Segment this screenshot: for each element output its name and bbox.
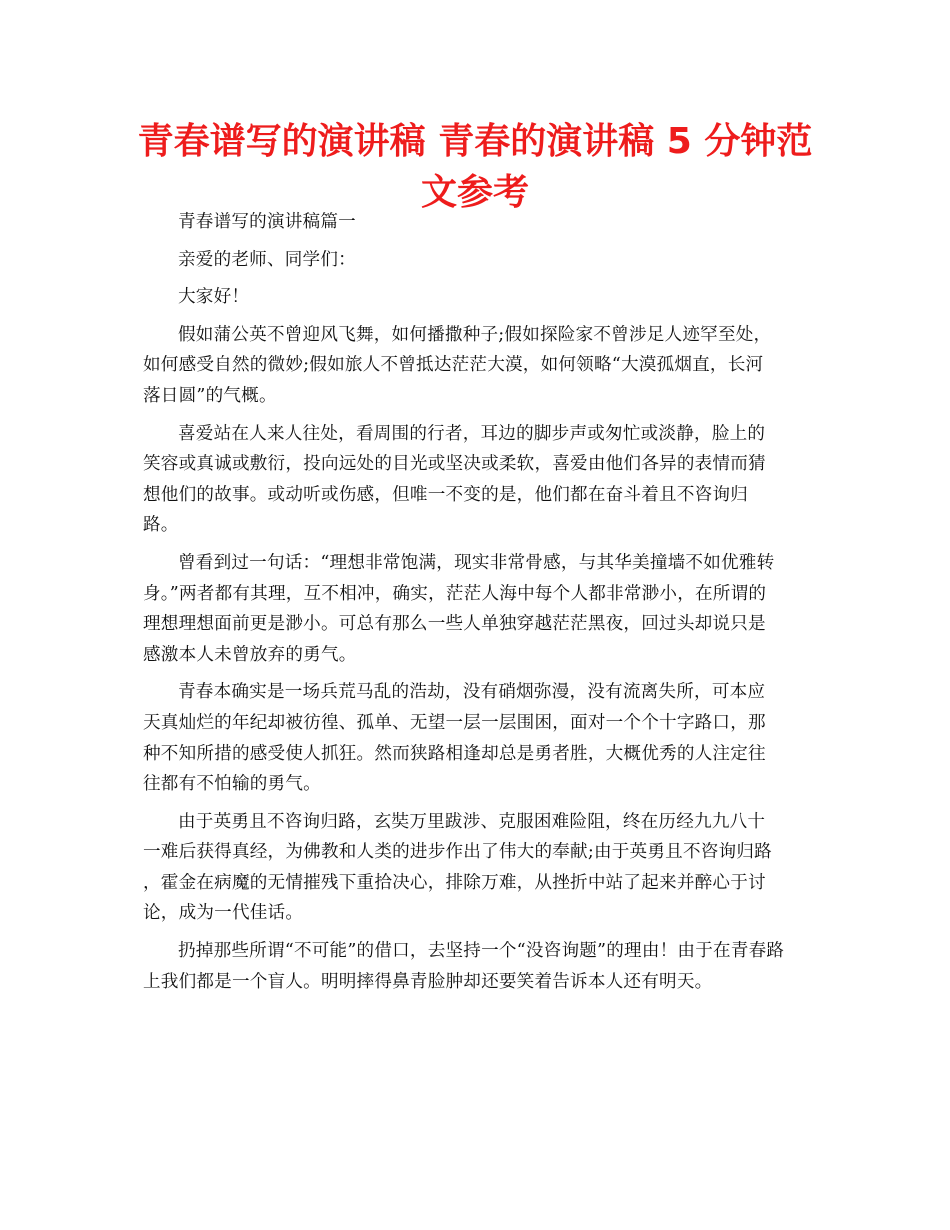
hello <box>143 282 807 313</box>
paragraph-line: 理想理想面前更是渺小。可总有那么一些人单独穿越茫茫黑夜，回过头却说只是 <box>143 614 766 635</box>
paragraph-line: 身。”两者都有其理，互不相冲，确实，茫茫人海中每个人都非常渺小，在所谓的 <box>143 583 767 604</box>
speech-heading <box>143 207 807 238</box>
paragraph-2 <box>143 419 807 541</box>
paragraph-line: 落日圆”的气概。 <box>143 385 277 406</box>
title-line-2: 文参考 <box>420 172 529 213</box>
greeting-text: 亲爱的老师、同学们： <box>178 249 356 270</box>
paragraph-6 <box>143 936 807 997</box>
paragraph-line: 喜爱站在人来人往处，看周围的行者，耳边的脚步声或匆忙或淡静，脸上的 <box>178 423 766 444</box>
paragraph-line: 笑容或真诚或敷衍，投向远处的目光或坚决或柔软，喜爱由他们各异的表情而猜 <box>143 454 766 475</box>
speech-heading-text: 青春谱写的演讲稿篇一 <box>178 212 356 232</box>
paragraph-line: 天真灿烂的年纪却被彷徨、孤单、无望一层一层围困，面对一个个十字路口，那 <box>143 712 766 733</box>
hello-text: 大家好！ <box>178 287 250 308</box>
paragraph-line: 假如蒲公英不曾迎风飞舞，如何播撒种子;假如探险家不曾涉足人迹罕至处， <box>178 324 772 345</box>
paragraph-line: 感激本人未曾放弃的勇气。 <box>143 644 357 665</box>
paragraph-4 <box>143 677 807 799</box>
greeting <box>143 245 807 276</box>
paragraph-line: 想他们的故事。或动听或伤感，但唯一不变的是，他们都在奋斗着且不咨询归 <box>143 484 748 505</box>
paragraph-line: 由于英勇且不咨询归路，玄奘万里跋涉、克服困难险阻，终在历经九九八十 <box>178 811 766 832</box>
paragraph-line: 论，成为一代佳话。 <box>143 903 304 924</box>
paragraph-line: 上我们都是一个盲人。明明摔得鼻青脸肿却还要笑着告诉本人还有明天。 <box>143 971 713 992</box>
paragraph-line: 青春本确实是一场兵荒马乱的浩劫，没有硝烟弥漫，没有流离失所，可本应 <box>178 682 766 703</box>
paragraph-line: 曾看到过一句话：“理想非常饱满，现实非常骨感，与其华美撞墙不如优雅转 <box>178 552 775 573</box>
paragraph-1 <box>143 320 807 412</box>
paragraph-3 <box>143 548 807 670</box>
paragraph-line: 如何感受自然的微妙;假如旅人不曾抵达茫茫大漠，如何领略“大漠孤烟直，长河 <box>143 355 764 376</box>
paragraph-line: 路。 <box>143 515 179 536</box>
paragraph-line: 往都有不怕输的勇气。 <box>143 774 321 795</box>
title-line-1: 青春谱写的演讲稿 青春的演讲稿 5 分钟范 <box>137 121 813 162</box>
paragraph-line: 扔掉那些所谓“不可能”的借口，去坚持一个“没咨询题”的理由！由于在青春路 <box>178 941 785 962</box>
paragraph-5 <box>143 807 807 929</box>
document-body <box>143 207 807 1004</box>
paragraph-line: 种不知所措的感受使人抓狂。然而狭路相逢却总是勇者胜，大概优秀的人注定往 <box>143 743 766 764</box>
paragraph-line: 一难后获得真经，为佛教和人类的进步作出了伟大的奉献;由于英勇且不咨询归路 <box>143 842 772 863</box>
document-title <box>120 116 830 218</box>
paragraph-line: ，霍金在病魔的无情摧残下重拾决心，排除万难，从挫折中站了起来并醉心于讨 <box>143 872 766 893</box>
